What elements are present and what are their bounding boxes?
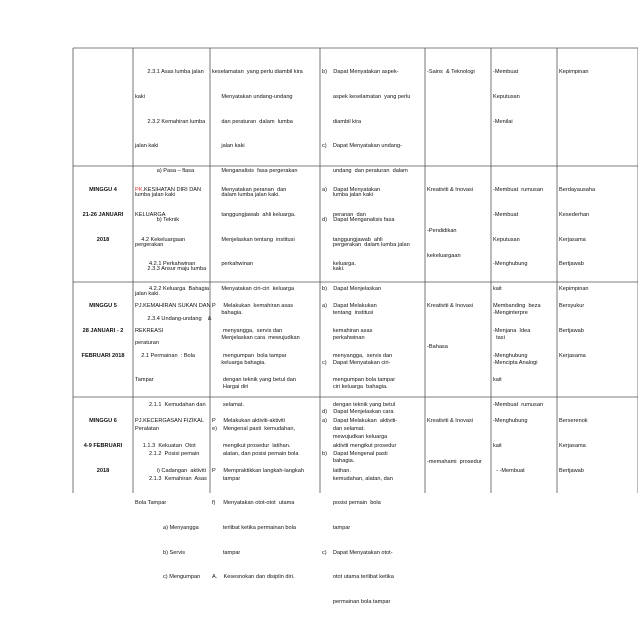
week-dates: 21-26 JANUARI [82, 212, 124, 219]
text-line: -Menghubung [493, 352, 528, 359]
text-line: Peralatan [135, 426, 159, 433]
text-line: 2.3.4 Undang-undang & [135, 315, 212, 322]
text-line: KELUARGA [135, 212, 166, 219]
text-line: -Bahasa [427, 344, 448, 351]
text-line: 2.3.1 Asas lumba jalan [135, 69, 204, 76]
week-year: FEBRUARI 2018 [81, 352, 125, 359]
text-line: Kepimpinan [559, 69, 589, 76]
text-line: e) Mengenal pasti kemudahan, [212, 426, 296, 433]
text-line: tasi [493, 335, 505, 342]
text-line: 4.2.2 Keluarga Bahagia [135, 285, 210, 292]
text-line: 2.1.2 Posisi pemain [135, 451, 200, 458]
row2-week [74, 170, 132, 280]
text-line: a) Pasa – flasa [135, 167, 195, 174]
text-line: selamat. [212, 401, 245, 408]
text-line: Hargai diri [212, 384, 249, 391]
text-line: kait [493, 443, 502, 450]
text-line: Membanding beza [493, 303, 541, 310]
text-line: peranan dan [322, 212, 366, 219]
text-line: 2.1.3 Kemahiran Asas [135, 475, 207, 482]
text-line: mewujudkan keluarga [322, 433, 388, 440]
text-line: aktiviti mengikut prosedur [322, 443, 397, 450]
text-line: Menjelaskan cara mewujudkan [212, 335, 300, 342]
text-line: tentang institusi [322, 310, 374, 317]
week-label: MINGGU 6 [89, 418, 117, 425]
text-line: tanggungjawab ahli keluarga. [212, 212, 296, 219]
text-line: menyangga, servis dan [212, 328, 283, 335]
text-line: P Melakukan kemahiran asas [212, 303, 294, 310]
text-line: Bola Tampar [135, 500, 167, 507]
text-line: tampar [212, 549, 241, 556]
row4-ppp [493, 401, 556, 491]
text-line: b) Servis [135, 549, 186, 556]
text-line: Kreativiti & Inovasi [427, 303, 474, 310]
text-line: diambil kira [322, 118, 362, 125]
text-line: -Membuat rumusan [493, 401, 544, 408]
text-line: REKREASI [135, 328, 164, 335]
text-line: Menganalisis fasa pergerakan [212, 167, 298, 174]
text-line [135, 186, 209, 194]
text-line: f) Menyatakan otot-otot utama [212, 500, 295, 507]
text-line: Berserenok [559, 418, 588, 425]
row3-week [74, 286, 132, 395]
text-line: mengikut prosedur latihan. [212, 443, 291, 450]
text-line: Menyatakan ciri-ciri keluarga [212, 285, 295, 292]
week-dates: 4-9 FEBRUARI [83, 443, 123, 450]
text-line: -Menghubung [493, 418, 528, 425]
text-line: b) Dapat Mengenal pasti [322, 451, 388, 458]
text-line: -Menilai [493, 118, 513, 125]
text-line: b) Dapat Menjelaskan [322, 285, 382, 292]
week-year: 2018 [96, 236, 110, 243]
text-line: alatan, dan posisi pemain bola [212, 451, 299, 458]
text-line: a) Dapat Melakukan [322, 303, 377, 310]
text-line: bahagia. [212, 310, 243, 317]
text-line: PJ.KECERGASAN FIZIKAL [135, 418, 205, 425]
text-line: keselamatan yang perlu diambil kira [212, 69, 303, 76]
text-line: Tampar [135, 377, 154, 384]
text-line: dan selamat. [322, 426, 365, 433]
text-line: 2.1.1 Kemudahan dan [135, 401, 206, 408]
text-line: lumba jalan kaki [135, 192, 176, 199]
text-line: -Membuat [493, 212, 519, 219]
text-line: -Menjana Idea [493, 328, 531, 335]
text-line: dengan teknik yang betul dan [212, 377, 296, 384]
text-line: dengan teknik yang betul [322, 401, 396, 408]
text-line: Berdayausaha [559, 187, 596, 194]
text-fragment: .KESIHATAN DIRI DAN [142, 187, 202, 194]
text-line: latihan. [322, 467, 351, 474]
text-line: kait [493, 377, 502, 384]
text-line: -Pendidikan [427, 228, 457, 235]
row1-ppp [493, 52, 556, 164]
text-line: mengumpan bola tampar [322, 377, 396, 384]
text-line: -Sains & Teknologi [427, 69, 475, 76]
text-line: tampar [322, 524, 351, 531]
text-line: posisi pemain bola [322, 500, 381, 507]
text-line: kaki. [322, 266, 345, 273]
row4-week [74, 401, 132, 491]
row3-eme [427, 286, 490, 395]
text-line: tampar [212, 475, 241, 482]
text-line: i) Cadangan aktiviti [135, 467, 206, 474]
text-line: d) Dapat Menjelaskan cara [322, 408, 394, 415]
text-line: -Menginterpre [493, 310, 528, 317]
text-line: P Melakukan aktiviti-aktiviti [212, 418, 285, 425]
text-line: 4.2 Kekeluargaan [135, 236, 186, 243]
text-line: Kesederhan [559, 212, 590, 219]
text-line: otot utama terlibat ketika [322, 574, 394, 581]
text-line: c) Mengumpan [135, 574, 201, 581]
text-line: c) Dapat Menyatakan undang- [322, 143, 402, 150]
text-line: terlibat ketika permainan bola [212, 524, 296, 531]
text-line: kemudahan, alatan, dan [322, 475, 393, 482]
text-line: P Mempraktikkan langkah-langkah [212, 467, 304, 474]
text-line: - -Membuat [493, 467, 525, 474]
text-line: kaki [135, 94, 145, 101]
week-year: 2018 [96, 467, 110, 474]
text-line: dan peraturan dalam lumba [212, 118, 293, 125]
row4-values [559, 401, 637, 491]
text-line: 1.1.3 Kekuatan Otot [135, 443, 196, 450]
text-line: Kerjasama [559, 443, 586, 450]
text-line: Bersyukur [559, 303, 585, 310]
text-line: ciri keluarga bahagia. [322, 384, 388, 391]
text-line: c) Dapat Menyatakan ciri- [322, 359, 391, 366]
text-line: 2.1 Permainan : Bola [135, 352, 196, 359]
text-line: keluarga. [322, 261, 356, 268]
row2-content [135, 170, 210, 292]
text-line: lumba jalan kaki [322, 192, 373, 199]
text-line: tanggungjawab ahli [322, 236, 383, 243]
text-line: Kepimpinan [559, 285, 589, 292]
text-line: b) Teknik [135, 217, 180, 224]
row2-values [559, 170, 637, 292]
text-line: jalan kaki. [135, 290, 160, 297]
text-line: Kerjasama [559, 236, 586, 243]
text-line: pergerakan dalam lumba jalan [322, 241, 410, 248]
text-line: Menyatakan undang-undang [212, 94, 293, 101]
week-dates: 28 JANUARI - 2 [82, 328, 124, 335]
text-line: kait [493, 285, 502, 292]
text-line: Keputusan [493, 94, 520, 101]
text-line: 2.3.2 Kemahiran lumba [135, 118, 206, 125]
text-line: pergerakan [135, 241, 164, 248]
text-line: Menjelaskan tentang institusi [212, 236, 295, 243]
row1-eme [427, 52, 490, 164]
row2-eme [427, 170, 490, 280]
text-line: jalan kaki [212, 143, 245, 150]
text-line: menyangga, servis dan [322, 352, 393, 359]
text-line: -Menghubung [493, 261, 528, 268]
text-line: kemahiran asas [322, 328, 373, 335]
text-line: d) Dapat Menganalisis fasa [322, 217, 395, 224]
text-line: bahagia. [322, 458, 355, 465]
text-line: Kreativiti & Inovasi [427, 187, 474, 194]
text-line: -Membuat rumusan [493, 187, 544, 194]
text-line: aspek keselamatan yang perlu [322, 94, 411, 101]
week-label: MINGGU 5 [89, 303, 117, 310]
text-line: perkahwinan [212, 261, 254, 268]
text-line: a) Dapat Menyatakan [322, 187, 381, 194]
highlighted-prefix: PK [135, 187, 143, 194]
text-line: Keputusan [493, 236, 520, 243]
text-line: A. Kesesnokan dan disiplin diri. [212, 574, 295, 581]
text-line: a) Dapat Melakukan aktiviti- [322, 418, 398, 425]
text-line: mengumpan bola tampar [212, 352, 287, 359]
text-line: c) Dapat Menyatakan otot- [322, 549, 393, 556]
text-line: permainan bola tampar [322, 598, 391, 605]
text-line: PJ.KEMAHIRAN SUKAN DAN [135, 303, 211, 310]
text-line: -Mencipta Analogi [493, 359, 538, 366]
text-line: keluarga bahagia. [212, 359, 266, 366]
text-line: perkahwinan [322, 335, 365, 342]
text-line: dalam lumba jalan kaki. [212, 192, 280, 199]
text-line: jalan kaki [135, 143, 159, 150]
row4-eme [427, 401, 490, 491]
text-line: kekeluargaan [427, 253, 461, 260]
row3-values [559, 286, 637, 395]
row4-content [135, 401, 209, 491]
text-line: Kreativiti & Inovasi [427, 418, 474, 425]
text-line: 4.2.1 Perkahwinan [135, 261, 196, 268]
text-line: -Membuat [493, 69, 519, 76]
text-line: a) Menyangga [135, 524, 199, 531]
text-line: b) Dapat Menyatakan aspek- [322, 69, 399, 76]
text-line: Bertjawab [559, 467, 584, 474]
text-line: 2.3.3 Ansur maju lumba [135, 266, 207, 273]
week-label: MINGGU 4 [89, 187, 117, 194]
text-line: undang dan peraturan dalam [322, 167, 408, 174]
row1-values [559, 52, 637, 164]
text-line: Menyatakan peranan dan [212, 187, 287, 194]
text-line: peraturan [135, 340, 159, 347]
text-line: -memahami prosedur [427, 459, 482, 466]
row3-ppp [493, 286, 556, 408]
text-line: Bertjawab [559, 261, 584, 268]
row4-activities [322, 401, 424, 491]
text-line: Bertjawab [559, 328, 584, 335]
text-line: Kerjasama [559, 352, 586, 359]
row4-standard [212, 401, 319, 491]
